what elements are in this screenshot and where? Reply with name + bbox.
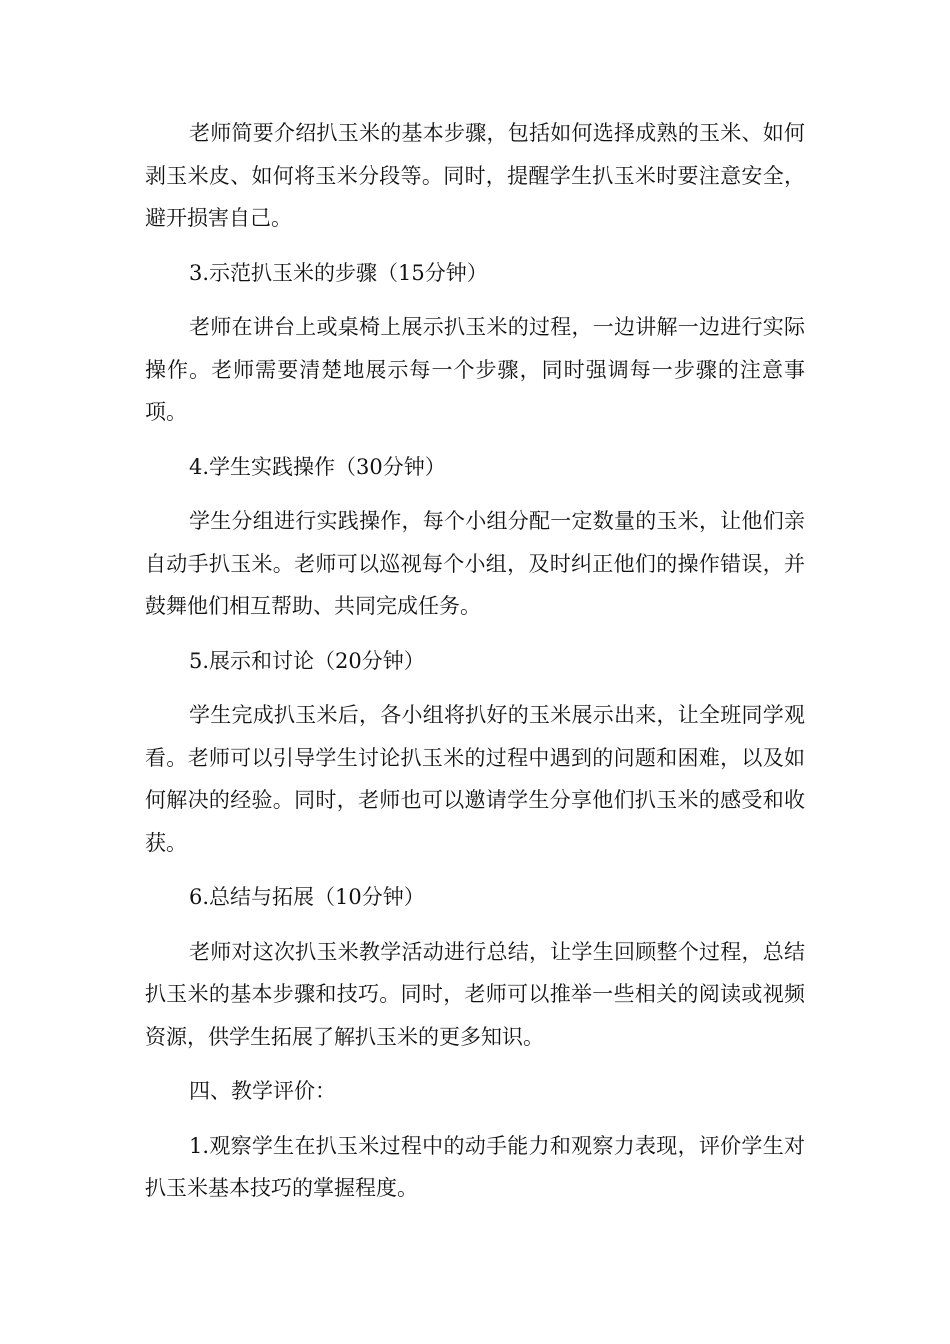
paragraph-practice: 学生分组进行实践操作，每个小组分配一定数量的玉米，让他们亲自动手扒玉米。老师可以巡视每个小组，及时纠正他们的操作错误，并鼓舞他们相互帮助、共同完成任务。: [145, 509, 805, 618]
heading-step-6: 6.总结与拓展（10分钟）: [189, 885, 425, 909]
heading-step-5: 5.展示和讨论（20分钟）: [189, 648, 425, 673]
paragraph-summary: 老师对这次扒玉米教学活动进行总结，让学生回顾整个过程，总结扒玉米的基本步骤和技巧。同时，老师可以推举一些相关的阅读或视频资源，供学生拓展了解扒玉米的更多知识。: [145, 939, 805, 1049]
paragraph-demonstration: 老师在讲台上或桌椅上展示扒玉米的过程，一边讲解一边进行实际操作。老师需要清楚地展示每一个步骤，同时强调每一步骤的注意事项。: [145, 315, 805, 424]
paragraph-discussion: 学生完成扒玉米后，各小组将扒好的玉米展示出来，让全班同学观看。老师可以引导学生讨论扒玉米的过程中遇到的问题和困难，以及如何解决的经验。同时，老师也可以邀请学生分享他们扒玉米的感受和收获。: [145, 703, 805, 855]
heading-step-4: 4.学生实践操作（30分钟）: [189, 454, 446, 479]
paragraph-evaluation-1: 1.观察学生在扒玉米过程中的动手能力和观察力表现，评价学生对扒玉米基本技巧的掌握程度。: [145, 1133, 805, 1200]
paragraph-intro-steps: 老师简要介绍扒玉米的基本步骤，包括如何选择成熟的玉米、如何剥玉米皮、如何将玉米分段等。同时，提醒学生扒玉米时要注意安全，避开损害自己。: [145, 121, 805, 230]
document-body: [145, 112, 805, 1222]
heading-evaluation: 四、教学评价：: [189, 1079, 336, 1103]
heading-step-3: 3.示范扒玉米的步骤（15分钟）: [189, 260, 488, 285]
